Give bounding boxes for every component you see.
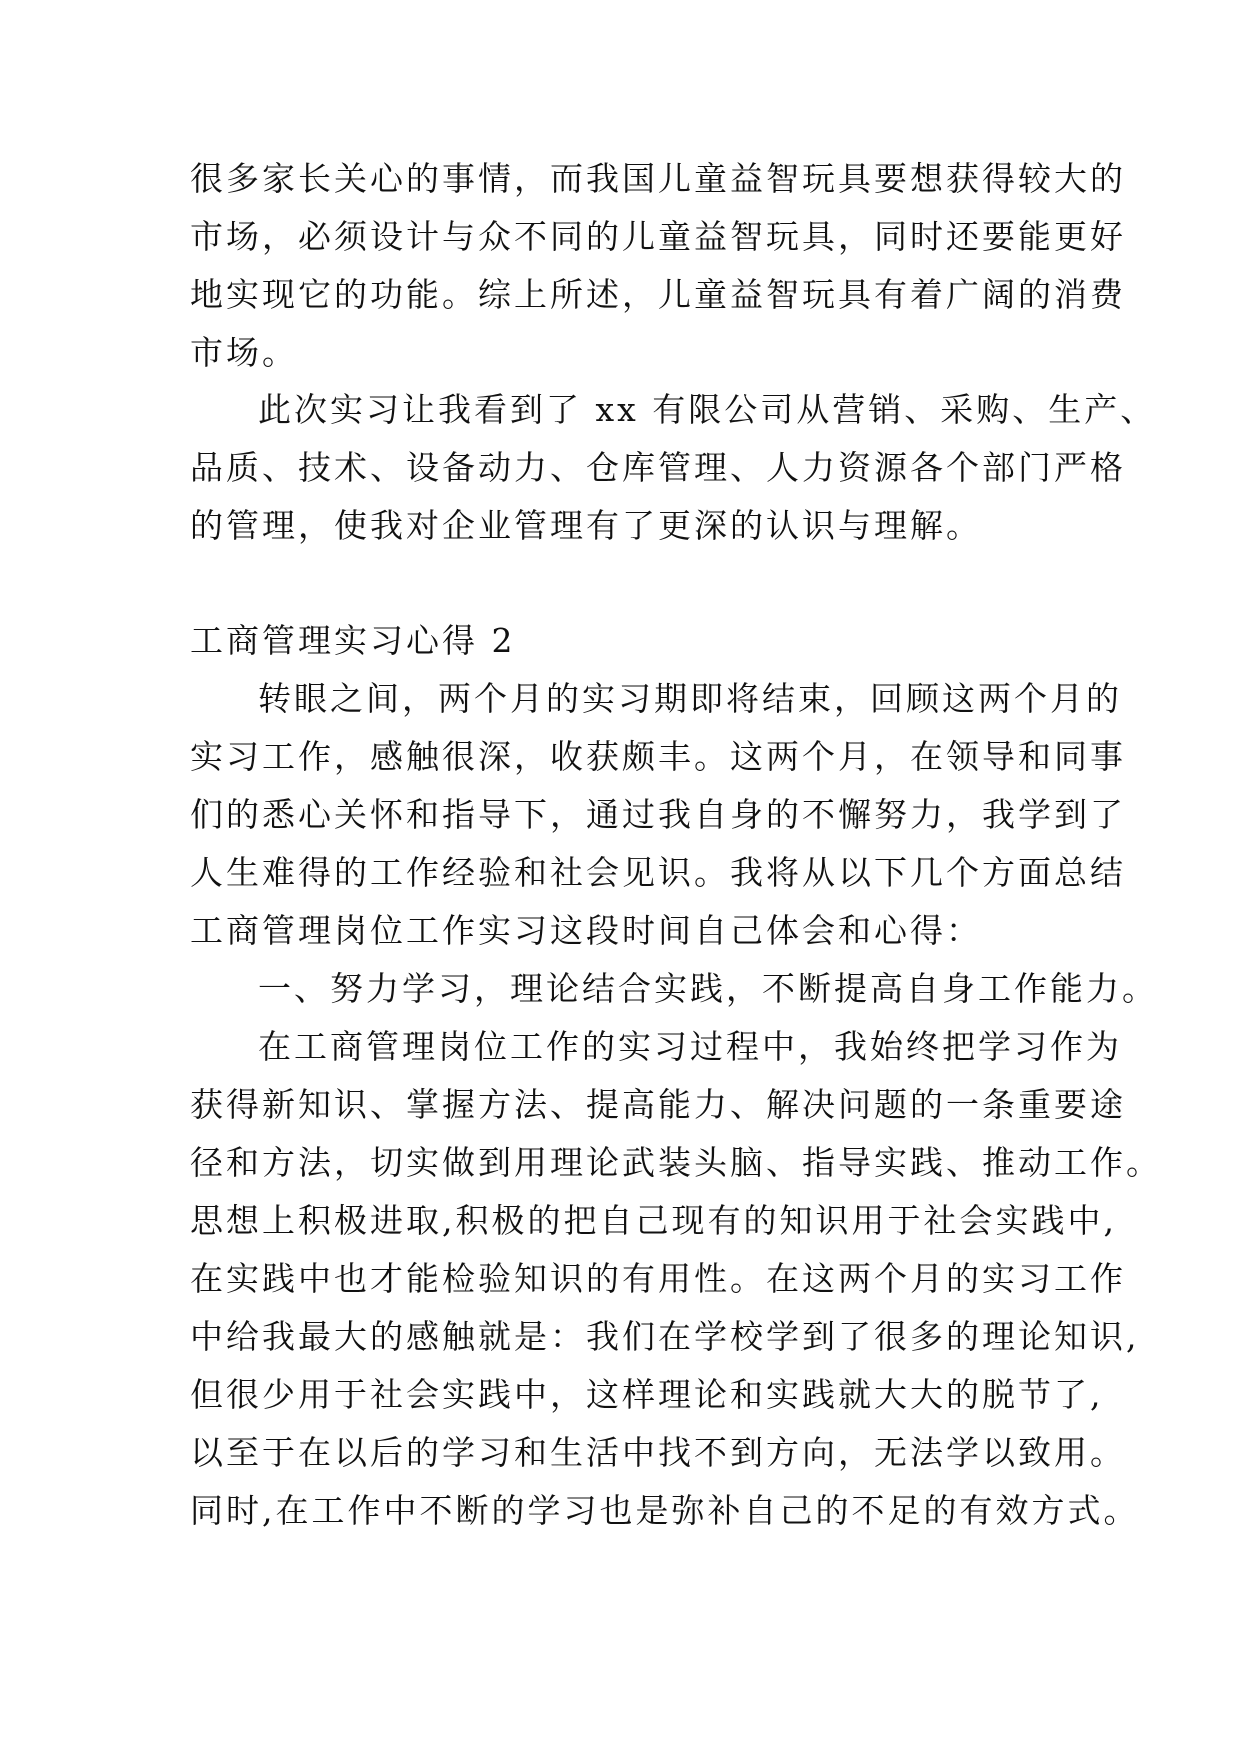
text-line: 以至于在以后的学习和生活中找不到方向，无法学以致用。 — [190, 1433, 1126, 1472]
text-line: 但很少用于社会实践中，这样理论和实践就大大的脱节了, — [190, 1375, 1104, 1414]
text-line: 获得新知识、掌握方法、提高能力、解决问题的一条重要途 — [190, 1085, 1126, 1124]
text-line: 市场。 — [190, 333, 298, 372]
text-line: 人生难得的工作经验和社会见识。我将从以下几个方面总结 — [190, 853, 1126, 892]
section-heading — [190, 612, 1070, 670]
text-line: 此次实习让我看到了 xx 有限公司从营销、采购、生产、 — [258, 390, 1157, 429]
text-line: 们的悉心关怀和指导下，通过我自身的不懈努力，我学到了 — [190, 795, 1126, 834]
paragraph-internship-summary — [190, 381, 1157, 555]
text-line: 品质、技术、设备动力、仓库管理、人力资源各个部门严格 — [190, 448, 1126, 487]
paragraph-point-one — [190, 960, 1158, 1018]
paragraph-intro — [190, 670, 1126, 960]
text-line: 径和方法，切实做到用理论武装头脑、指导实践、推动工作。 — [190, 1143, 1162, 1182]
text-line: 市场，必须设计与众不同的儿童益智玩具，同时还要能更好 — [190, 217, 1126, 256]
text-line: 地实现它的功能。综上所述，儿童益智玩具有着广阔的消费 — [190, 275, 1126, 314]
paragraph-learning — [190, 1018, 1162, 1540]
text-line: 的管理，使我对企业管理有了更深的认识与理解。 — [190, 506, 982, 545]
text-line: 在实践中也才能检验知识的有用性。在这两个月的实习工作 — [190, 1259, 1126, 1298]
text-line: 一、努力学习，理论结合实践，不断提高自身工作能力。 — [258, 969, 1158, 1008]
text-line: 工商管理岗位工作实习这段时间自己体会和心得： — [190, 911, 982, 950]
text-line: 实习工作，感触很深，收获颇丰。这两个月，在领导和同事 — [190, 737, 1126, 776]
text-line: 在工商管理岗位工作的实习过程中，我始终把学习作为 — [258, 1027, 1122, 1066]
text-line: 转眼之间，两个月的实习期即将结束，回顾这两个月的 — [258, 679, 1122, 718]
text-line: 很多家长关心的事情，而我国儿童益智玩具要想获得较大的 — [190, 159, 1126, 198]
text-line: 思想上积极进取,积极的把自己现有的知识用于社会实践中, — [190, 1201, 1117, 1240]
paragraph-continued — [190, 150, 1126, 382]
text-line: 同时,在工作中不断的学习也是弥补自己的不足的有效方式。 — [190, 1491, 1140, 1530]
section-heading-text: 工商管理实习心得 2 — [190, 621, 516, 660]
text-line: 中给我最大的感触就是：我们在学校学到了很多的理论知识, — [190, 1317, 1140, 1356]
